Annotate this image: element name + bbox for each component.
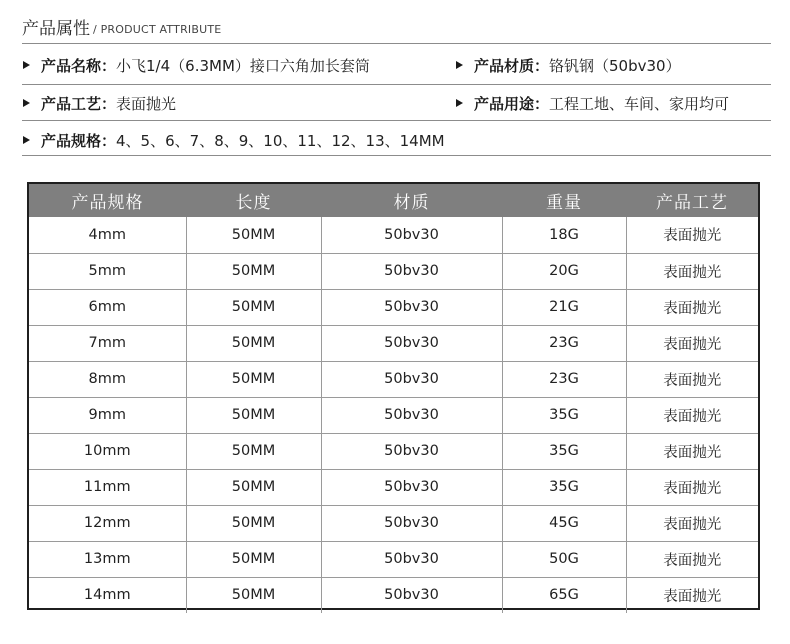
attribute-process: [22, 91, 176, 115]
table-cell: 表面抛光: [626, 289, 758, 325]
table-cell: 50MM: [186, 577, 321, 613]
attribute-row: [22, 128, 771, 152]
attribute-label: 产品工艺：: [41, 94, 117, 113]
section-subtitle: / PRODUCT ATTRIBUTE: [93, 23, 222, 36]
attribute-label: 产品材质：: [474, 56, 550, 75]
table-cell: 20G: [502, 253, 626, 289]
table-cell: 10mm: [29, 433, 186, 469]
table-row: [29, 289, 758, 325]
column-header-weight: 重量: [546, 193, 582, 213]
triangle-bullet-icon: [23, 61, 30, 69]
table-cell: 50MM: [186, 433, 321, 469]
table-cell: 35G: [502, 397, 626, 433]
attribute-label: 产品名称：: [41, 56, 117, 75]
spec-table: [29, 184, 758, 613]
attribute-label: 产品规格：: [41, 131, 117, 150]
spec-table-frame: [27, 182, 760, 610]
table-cell: 表面抛光: [626, 433, 758, 469]
attribute-label: 产品用途：: [474, 94, 550, 113]
table-cell: 50MM: [186, 541, 321, 577]
table-cell: 50MM: [186, 469, 321, 505]
table-cell: 8mm: [29, 361, 186, 397]
table-cell: 50MM: [186, 253, 321, 289]
table-cell: 50bv30: [321, 289, 502, 325]
attribute-row: [22, 53, 771, 77]
table-cell: 50bv30: [321, 253, 502, 289]
table-cell: 50bv30: [321, 433, 502, 469]
triangle-bullet-icon: [456, 99, 463, 107]
section-title: 产品属性: [22, 19, 90, 39]
table-cell: 50MM: [186, 361, 321, 397]
table-cell: 6mm: [29, 289, 186, 325]
table-row: [29, 469, 758, 505]
table-cell: 50bv30: [321, 469, 502, 505]
table-cell: 14mm: [29, 577, 186, 613]
table-cell: 11mm: [29, 469, 186, 505]
table-row: [29, 325, 758, 361]
table-cell: 表面抛光: [626, 541, 758, 577]
attribute-value: 铬钒钢（50bv30）: [549, 56, 681, 75]
attribute-value: 工程工地、车间、家用均可: [549, 94, 730, 113]
column-header-process: 产品工艺: [656, 193, 728, 213]
table-cell: 35G: [502, 469, 626, 505]
triangle-bullet-icon: [23, 136, 30, 144]
table-cell: 5mm: [29, 253, 186, 289]
table-cell: 23G: [502, 361, 626, 397]
table-cell: 12mm: [29, 505, 186, 541]
table-cell: 50MM: [186, 397, 321, 433]
divider: [22, 84, 771, 85]
table-cell: 50bv30: [321, 217, 502, 253]
table-cell: 35G: [502, 433, 626, 469]
table-cell: 45G: [502, 505, 626, 541]
table-row: [29, 361, 758, 397]
attribute-value: 表面抛光: [116, 94, 177, 113]
table-row: [29, 541, 758, 577]
attribute-material: [455, 53, 681, 77]
triangle-bullet-icon: [23, 99, 30, 107]
attribute-specification: [22, 128, 445, 152]
table-cell: 21G: [502, 289, 626, 325]
table-cell: 表面抛光: [626, 397, 758, 433]
triangle-bullet-icon: [456, 61, 463, 69]
table-header-row: [29, 184, 758, 217]
table-cell: 50MM: [186, 505, 321, 541]
table-cell: 50bv30: [321, 325, 502, 361]
table-cell: 7mm: [29, 325, 186, 361]
column-header-spec: 产品规格: [71, 193, 144, 213]
column-header-material: 材质: [393, 193, 430, 213]
table-cell: 18G: [502, 217, 626, 253]
divider: [22, 120, 771, 121]
table-cell: 9mm: [29, 397, 186, 433]
table-cell: 表面抛光: [626, 217, 758, 253]
table-row: [29, 217, 758, 253]
table-cell: 50bv30: [321, 505, 502, 541]
table-cell: 50MM: [186, 325, 321, 361]
attribute-row: [22, 91, 771, 115]
table-cell: 表面抛光: [663, 588, 722, 605]
table-cell: 65G: [502, 577, 626, 613]
attribute-value: 4、5、6、7、8、9、10、11、12、13、14MM: [116, 131, 445, 150]
attribute-product-name: [22, 53, 370, 77]
table-cell: 50bv30: [321, 361, 502, 397]
table-cell: 表面抛光: [626, 325, 758, 361]
table-cell: 50G: [502, 541, 626, 577]
table-cell: 表面抛光: [626, 253, 758, 289]
table-cell: 50bv30: [321, 541, 502, 577]
table-row: [29, 253, 758, 289]
column-header-length: 长度: [235, 193, 272, 213]
table-cell: 23G: [502, 325, 626, 361]
table-cell: 表面抛光: [626, 505, 758, 541]
attribute-value: 小飞1/4（6.3MM）接口六角加长套筒: [116, 56, 370, 75]
table-cell: 50bv30: [321, 577, 502, 613]
table-cell: 50MM: [186, 289, 321, 325]
table-row: [29, 433, 758, 469]
table-cell: 50bv30: [321, 397, 502, 433]
table-row: [29, 577, 758, 613]
divider-top: [22, 43, 771, 44]
divider: [22, 155, 771, 156]
attribute-usage: [455, 91, 729, 115]
table-cell: 13mm: [29, 541, 186, 577]
table-cell: 表面抛光: [626, 469, 758, 505]
table-cell: 50MM: [186, 217, 321, 253]
table-row: [29, 505, 758, 541]
table-cell: 表面抛光: [626, 361, 758, 397]
section-header: [22, 18, 771, 40]
table-cell: 4mm: [29, 217, 186, 253]
table-row: [29, 397, 758, 433]
